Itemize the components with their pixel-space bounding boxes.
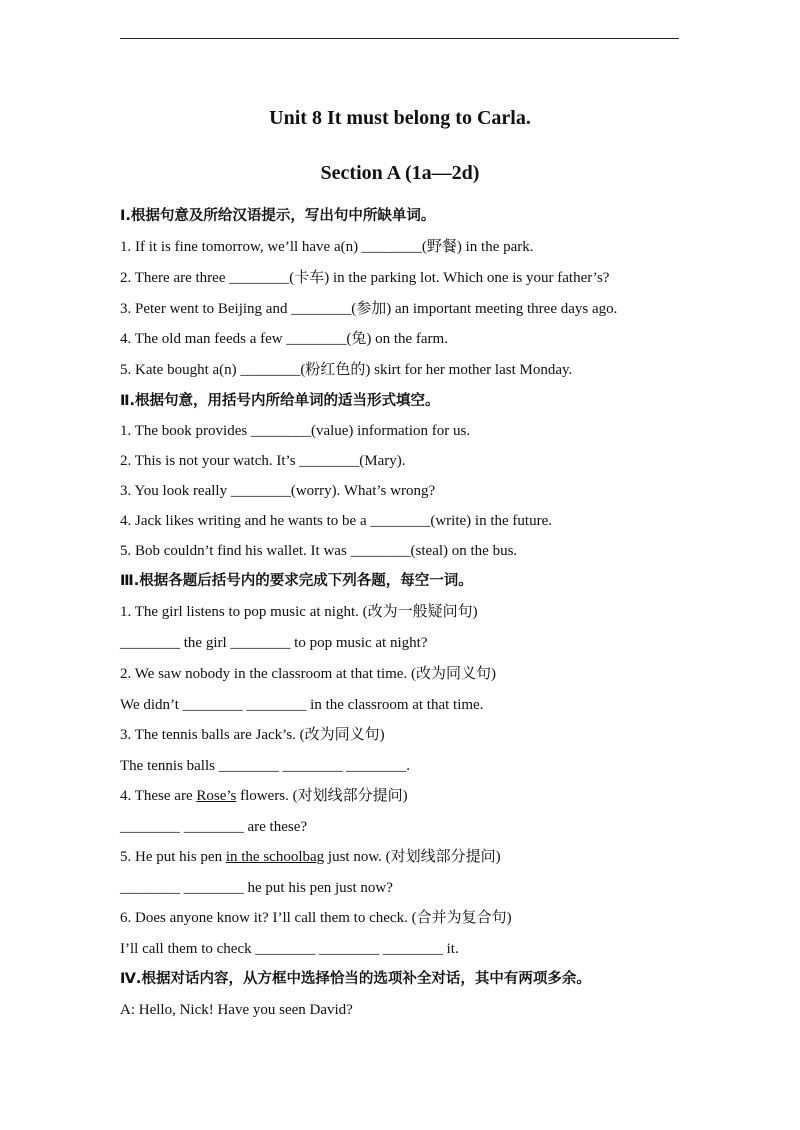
exercise-line: 1. If it is fine tomorrow, we’ll have a(n) ________(野餐) in the park. xyxy=(120,239,534,255)
line-text: 5. He put his pen xyxy=(120,849,226,865)
exercise-line: 5. Bob couldn’t find his wallet. It was ________(steal) on the bus. xyxy=(120,543,518,559)
exercise-line: 4. The old man feeds a few ________(兔) on the farm. xyxy=(120,331,448,347)
exercise-line: 2. We saw nobody in the classroom at that time. (改为同义句) xyxy=(120,666,496,682)
exercise-line: 1. The book provides ________(value) information for us. xyxy=(120,423,471,439)
line-text: flowers. (对划线部分提问) xyxy=(236,788,408,804)
exercise-line xyxy=(120,847,690,867)
section-title: Section A (1a—2d) xyxy=(320,162,480,184)
line-text: 4. These are xyxy=(120,788,197,804)
section-1-heading: Ⅰ.根据句意及所给汉语提示，写出句中所缺单词。 xyxy=(120,208,436,224)
section-4-heading: Ⅳ.根据对话内容，从方框中选择恰当的选项补全对话，其中有两项多余。 xyxy=(120,971,591,987)
answer-line: ________ the girl ________ to pop music at night? xyxy=(120,635,428,651)
exercise-line: 3. You look really ________(worry). What’s wrong? xyxy=(120,483,436,499)
exercise-line: 6. Does anyone know it? I’ll call them to check. (合并为复合句) xyxy=(120,910,512,926)
section-3-heading: Ⅲ.根据各题后括号内的要求完成下列各题，每空一词。 xyxy=(120,573,473,589)
underlined-phrase: in the schoolbag xyxy=(225,849,325,865)
answer-line: I’ll call them to check ________ ________ ________ it. xyxy=(120,941,459,957)
exercise-line: 5. Kate bought a(n) ________(粉红色的) skirt for her mother last Monday. xyxy=(120,362,573,378)
exercise-line: 1. The girl listens to pop music at night. (改为一般疑问句) xyxy=(120,604,478,620)
dialogue-line: A: Hello, Nick! Have you seen David? xyxy=(120,1002,353,1018)
section-2-heading: Ⅱ.根据句意，用括号内所给单词的适当形式填空。 xyxy=(120,393,440,409)
answer-line: We didn’t ________ ________ in the classroom at that time. xyxy=(120,697,484,713)
header-rule xyxy=(120,38,679,39)
answer-line: ________ ________ are these? xyxy=(120,819,308,835)
exercise-line: 2. There are three ________(卡车) in the parking lot. Which one is your father’s? xyxy=(120,270,610,286)
exercise-line: 3. Peter went to Beijing and ________(参加) an important meeting three days ago. xyxy=(120,301,618,317)
answer-line: The tennis balls ________ ________ ________. xyxy=(120,758,410,774)
underlined-word: Rose’s xyxy=(196,788,237,804)
exercise-line: 2. This is not your watch. It’s ________(Mary). xyxy=(120,453,406,469)
unit-title: Unit 8 It must belong to Carla. xyxy=(269,107,531,129)
exercise-line: 3. The tennis balls are Jack’s. (改为同义句) xyxy=(120,727,385,743)
answer-line: ________ ________ he put his pen just now? xyxy=(120,880,393,896)
line-text: just now. (对划线部分提问) xyxy=(324,849,501,865)
exercise-line xyxy=(120,786,690,806)
exercise-line: 4. Jack likes writing and he wants to be a ________(write) in the future. xyxy=(120,513,552,529)
